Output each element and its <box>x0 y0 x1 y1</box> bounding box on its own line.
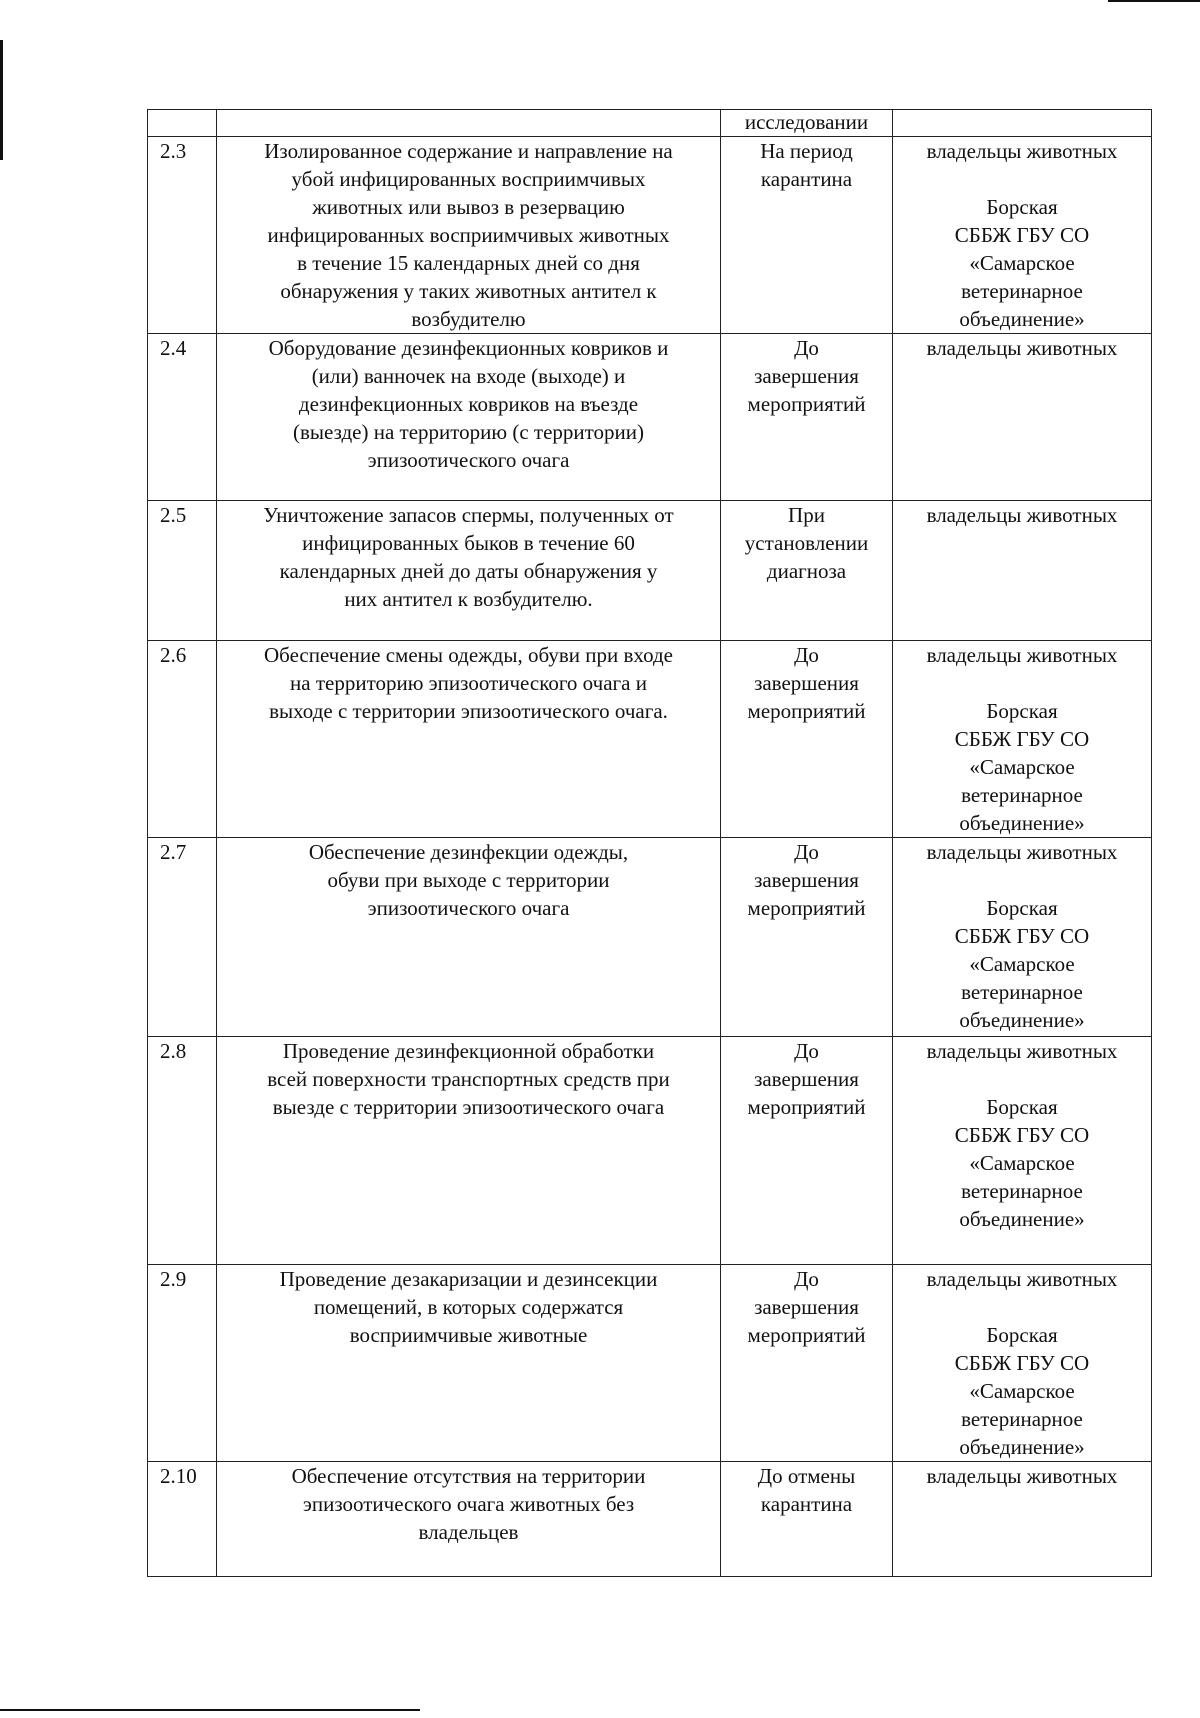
row-number-cell: 2.5 <box>148 501 217 641</box>
organization-text: «Самарское <box>969 952 1075 976</box>
organization-text: «Самарское <box>969 755 1075 779</box>
owners-text: владельцы животных <box>926 840 1118 864</box>
action-cell <box>217 137 721 334</box>
organization-text: «Самарское <box>969 1379 1075 1403</box>
text-line: завершения <box>754 671 859 695</box>
spacer <box>895 165 1149 193</box>
row-number-cell: 2.4 <box>148 334 217 501</box>
responsible-cell <box>893 137 1152 334</box>
spacer <box>895 1293 1149 1321</box>
organization-text: СББЖ ГБУ СО <box>954 223 1090 247</box>
responsible-cell <box>893 1462 1152 1577</box>
organization-text: объединение» <box>959 1207 1085 1231</box>
table-row <box>148 137 1152 334</box>
text-line: Оборудование дезинфекционных ковриков и <box>268 336 669 360</box>
text-line: установлении <box>744 531 869 555</box>
text-line: Проведение дезакаризации и дезинсекции <box>279 1267 658 1291</box>
table-row <box>148 334 1152 501</box>
row-number-cell: 2.8 <box>148 1037 217 1265</box>
text-line: возбудителю <box>411 307 526 331</box>
row-number-cell: 2.7 <box>148 838 217 1037</box>
organization-text: ветеринарное <box>961 1407 1083 1431</box>
spacer <box>895 669 1149 697</box>
row-number-cell <box>148 110 217 137</box>
action-cell <box>217 838 721 1037</box>
text-line: эпизоотического очага <box>367 896 570 920</box>
term-cell: исследовании <box>721 110 893 137</box>
organization-text: ветеринарное <box>961 1179 1083 1203</box>
text-line: завершения <box>754 1295 859 1319</box>
text-line: восприимчивые животные <box>349 1323 588 1347</box>
text-line: До отмены <box>757 1464 856 1488</box>
term-cell <box>721 137 893 334</box>
text-line: До <box>794 1039 819 1063</box>
organization-text: Борская <box>986 1323 1058 1347</box>
owners-text: владельцы животных <box>926 1464 1118 1488</box>
text-line: мероприятий <box>747 1323 866 1347</box>
organization-text: СББЖ ГБУ СО <box>954 924 1090 948</box>
responsible-cell <box>893 641 1152 838</box>
responsible-cell <box>893 1265 1152 1462</box>
organization-text: объединение» <box>959 811 1085 835</box>
text-line: До <box>794 840 819 864</box>
responsible-cell <box>893 110 1152 137</box>
text-line: завершения <box>754 868 859 892</box>
text-line: них антител к возбудителю. <box>344 587 593 611</box>
text-line: карантина <box>760 167 853 191</box>
text-line: на территорию эпизоотического очага и <box>290 671 647 695</box>
organization-text: Борская <box>986 195 1058 219</box>
text-line: Изолированное содержание и направление на <box>264 139 673 163</box>
text-line: карантина <box>760 1492 853 1516</box>
organization-text: Борская <box>986 1095 1058 1119</box>
measures-table <box>147 109 1152 1577</box>
text-line: эпизоотического очага животных без <box>302 1492 635 1516</box>
owners-text: владельцы животных <box>926 503 1118 527</box>
text-line: завершения <box>754 1067 859 1091</box>
text-line: убой инфицированных восприимчивых <box>291 167 646 191</box>
spacer <box>895 1065 1149 1093</box>
term-cell <box>721 1265 893 1462</box>
organization-text: объединение» <box>959 1008 1085 1032</box>
text-line: всей поверхности транспортных средств при <box>267 1067 670 1091</box>
owners-text: владельцы животных <box>926 1267 1118 1291</box>
owners-text: владельцы животных <box>926 139 1118 163</box>
text-line: Проведение дезинфекционной обработки <box>282 1039 655 1063</box>
table-row <box>148 838 1152 1037</box>
term-cell <box>721 1462 893 1577</box>
spacer <box>895 866 1149 894</box>
row-number-cell: 2.9 <box>148 1265 217 1462</box>
text-line: выходе с территории эпизоотического очага. <box>269 699 668 723</box>
table-row <box>148 641 1152 838</box>
owners-text: владельцы животных <box>926 336 1118 360</box>
row-number-cell: 2.3 <box>148 137 217 334</box>
text-line: инфицированных быков в течение 60 <box>302 531 635 555</box>
text-line: владельцев <box>418 1520 519 1544</box>
text-line: Уничтожение запасов спермы, полученных от <box>263 503 674 527</box>
text-line: эпизоотического очага <box>367 448 570 472</box>
text-line: При <box>788 503 825 527</box>
action-cell <box>217 1462 721 1577</box>
action-cell <box>217 1265 721 1462</box>
scan-edge-bottom <box>0 1709 420 1711</box>
action-cell <box>217 110 721 137</box>
text-line: До <box>794 1267 819 1291</box>
text-line: На период <box>760 139 853 163</box>
text-line: мероприятий <box>747 1095 866 1119</box>
text-line: диагноза <box>766 559 847 583</box>
responsible-cell <box>893 501 1152 641</box>
scan-edge-top-right <box>1108 0 1200 2</box>
term-cell <box>721 838 893 1037</box>
text-line: мероприятий <box>747 699 866 723</box>
text-line: в течение 15 календарных дней со дня <box>297 251 640 275</box>
text-line: календарных дней до даты обнаружения у <box>279 559 658 583</box>
organization-text: объединение» <box>959 1435 1085 1459</box>
text-line: мероприятий <box>747 896 866 920</box>
text-line: Обеспечение дезинфекции одежды, <box>308 840 629 864</box>
text-line: До <box>794 336 819 360</box>
text-line: животных или вывоз в резервацию <box>312 195 625 219</box>
organization-text: Борская <box>986 896 1058 920</box>
table-row <box>148 1265 1152 1462</box>
row-number-cell: 2.10 <box>148 1462 217 1577</box>
text-line: (выезде) на территорию (с территории) <box>292 420 645 444</box>
organization-text: ветеринарное <box>961 783 1083 807</box>
organization-text: ветеринарное <box>961 279 1083 303</box>
organization-text: ветеринарное <box>961 980 1083 1004</box>
organization-text: СББЖ ГБУ СО <box>954 727 1090 751</box>
term-cell <box>721 641 893 838</box>
responsible-cell <box>893 838 1152 1037</box>
term-cell <box>721 1037 893 1265</box>
owners-text: владельцы животных <box>926 643 1118 667</box>
organization-text: объединение» <box>959 307 1085 331</box>
scan-edge-left <box>0 40 3 160</box>
table-row <box>148 501 1152 641</box>
action-cell <box>217 641 721 838</box>
action-cell <box>217 501 721 641</box>
organization-text: СББЖ ГБУ СО <box>954 1351 1090 1375</box>
text-line: выезде с территории эпизоотического очага <box>272 1095 665 1119</box>
action-cell <box>217 1037 721 1265</box>
action-cell <box>217 334 721 501</box>
organization-text: «Самарское <box>969 251 1075 275</box>
term-cell <box>721 334 893 501</box>
owners-text: владельцы животных <box>926 1039 1118 1063</box>
text-line: инфицированных восприимчивых животных <box>267 223 670 247</box>
text-line: дезинфекционных ковриков на въезде <box>298 392 639 416</box>
responsible-cell <box>893 1037 1152 1265</box>
organization-text: Борская <box>986 699 1058 723</box>
text-line: помещений, в которых содержатся <box>313 1295 624 1319</box>
table-row <box>148 1462 1152 1577</box>
text-line: завершения <box>754 364 859 388</box>
responsible-cell <box>893 334 1152 501</box>
text-line: мероприятий <box>747 392 866 416</box>
text-line: Обеспечение смены одежды, обуви при входе <box>264 643 673 667</box>
organization-text: СББЖ ГБУ СО <box>954 1123 1090 1147</box>
table-row-continuation <box>148 110 1152 137</box>
term-cell <box>721 501 893 641</box>
text-line: обнаружения у таких животных антител к <box>280 279 657 303</box>
organization-text: «Самарское <box>969 1151 1075 1175</box>
table-row <box>148 1037 1152 1265</box>
text-line: До <box>794 643 819 667</box>
text-line: обуви при выходе с территории <box>327 868 610 892</box>
text-line: (или) ванночек на входе (выходе) и <box>311 364 626 388</box>
text-line: Обеспечение отсутствия на территории <box>291 1464 646 1488</box>
row-number-cell: 2.6 <box>148 641 217 838</box>
